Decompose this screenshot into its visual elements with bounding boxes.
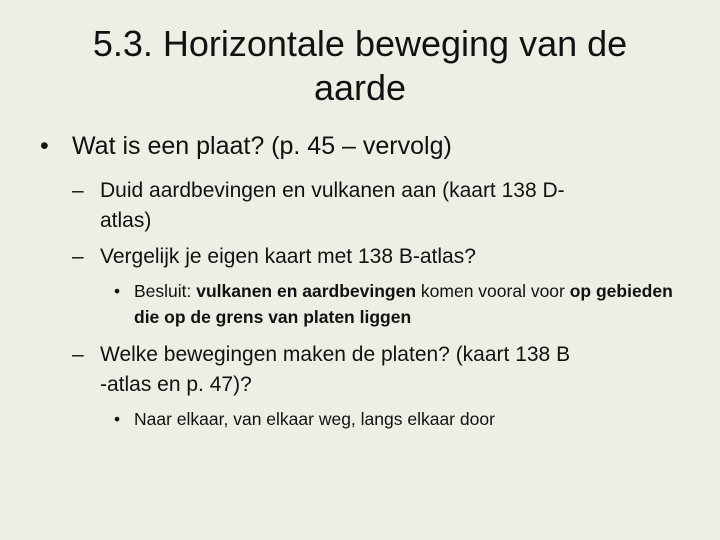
subsubbullet-text: Naar elkaar, van elkaar weg, langs elkaar door — [134, 409, 495, 429]
subsubbullet-conclusion — [114, 278, 686, 330]
slide-title-line2: aarde — [313, 67, 407, 108]
subbullet-compare-map — [66, 242, 686, 272]
subsubbullet-movement-types — [114, 406, 686, 432]
dash-bullet-icon: – — [72, 179, 84, 202]
bullet-dot-icon: • — [114, 281, 121, 301]
subbullet-plate-movements — [66, 340, 686, 400]
subbullet-text-line2: atlas) — [100, 209, 152, 232]
bullet-dot-icon: • — [40, 132, 49, 160]
conclusion-prefix: Besluit: — [134, 281, 197, 301]
subbullet-text-line1: Duid aardbevingen en vulkanen aan (kaart 138 D- — [100, 179, 565, 202]
bullet-what-is-plate — [36, 130, 686, 162]
bullet-dot-icon: • — [114, 409, 121, 429]
subbullet-text-line2: -atlas en p. 47)? — [100, 373, 252, 396]
subbullet-text-line1: Welke bewegingen maken de platen? (kaart 138 B — [100, 343, 571, 366]
bullet-text: Wat is een plaat? (p. 45 – vervolg) — [72, 132, 452, 160]
slide-title-line1: 5.3. Horizontale beweging van de — [92, 23, 628, 64]
slide-title — [60, 22, 660, 110]
dash-bullet-icon: – — [72, 245, 84, 268]
conclusion-bold-1: vulkanen en aardbevingen — [196, 281, 417, 301]
subbullet-mark-earthquakes — [66, 176, 686, 236]
conclusion-bold-2: op gebieden die op de grens van platen liggen — [134, 281, 673, 327]
dash-bullet-icon: – — [72, 343, 84, 366]
slide-content — [36, 130, 686, 442]
subbullet-text: Vergelijk je eigen kaart met 138 B-atlas? — [100, 245, 476, 268]
conclusion-middle: komen vooral voor — [416, 281, 570, 301]
